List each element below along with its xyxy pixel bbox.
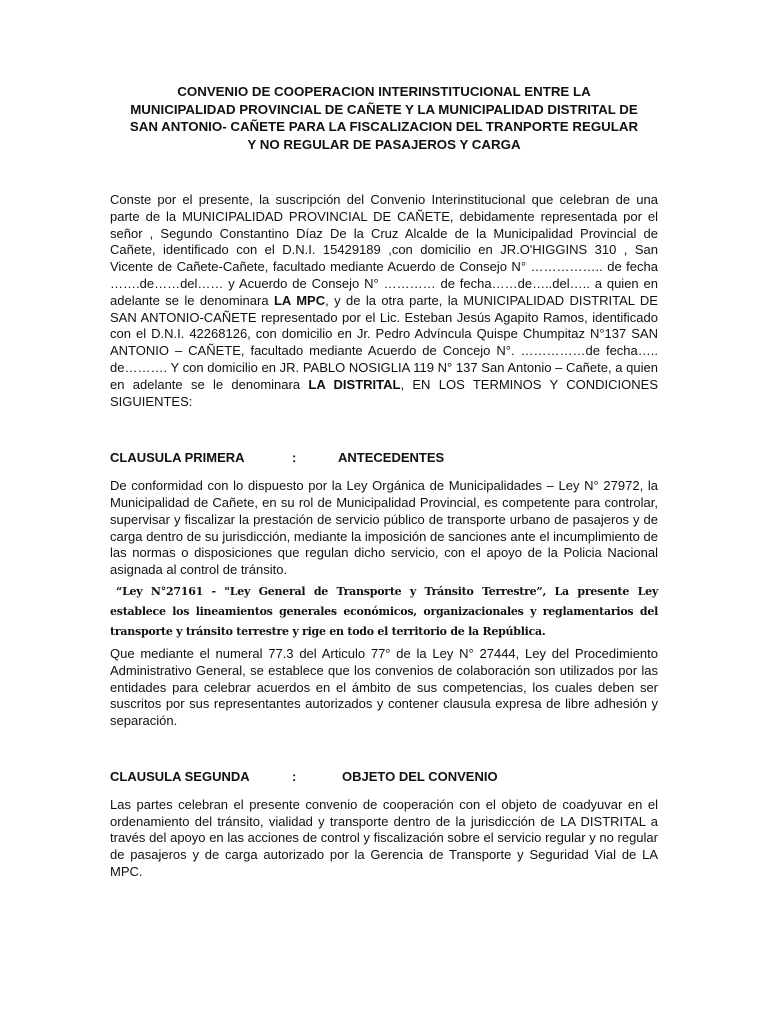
clause-label: CLAUSULA PRIMERA <box>110 450 245 466</box>
clause-1-heading <box>110 450 658 467</box>
title-line: CONVENIO DE COOPERACION INTERINSTITUCIONAL ENTRE LA <box>177 84 591 99</box>
clause-title: ANTECEDENTES <box>338 450 445 466</box>
law-quote: “Ley N°27161 - "Ley General de Transporte y Tránsito Terrestre”, La presente Ley establece los lineamientos generales económicos, organizacionales y reglamentarios del transporte y tránsito terrestre y rige en todo el territorio de la República. <box>110 584 658 638</box>
title-line: Y NO REGULAR DE PASAJEROS Y CARGA <box>247 136 521 152</box>
clause-1-paragraph: Que mediante el numeral 77.3 del Articulo 77° de la Ley N° 27444, Ley del Procedimiento Administrativo General, se establece que los convenios de colaboración son utilizados por las entidades para celebrar acuerdos en el ámbito de sus competencias, los cuales deben ser suscritos por sus representantes autorizados y contener clausula expresa de libre adhesión y separación. <box>110 645 658 729</box>
clause-title: OBJETO DEL CONVENIO <box>342 768 498 784</box>
title-line: SAN ANTONIO- CAÑETE PARA LA FISCALIZACION DEL TRANPORTE REGULAR <box>129 119 639 134</box>
intro-paragraph <box>110 192 658 410</box>
clause-2-paragraph: Las partes celebran el presente convenio de cooperación con el objeto de coadyuvar en el ordenamiento del tránsito, vialidad y transporte dentro de la jurisdicción de LA DISTRITAL a través del apoyo en las acciones de control y fiscalización sobre el servicio regular y no regular de pasajeros y de carga autorizado por la Gerencia de Transporte y Seguridad Vial de LA MPC. <box>110 796 658 879</box>
intro-text: Conste por el presente, la suscripción del Convenio Interinstitucional que celebran de una parte de la MUNICIPALIDAD PROVINCIAL DE CAÑETE, debidamente representada por el señor , Segundo Constantino Díaz De la Cruz Alcalde de la Municipalidad Provincial de Cañete, identificado con el D.N.I. 15429189 ,con domicilio en JR.O'HIGGINS 310 , San Vicente de Cañete-Cañete, facultado mediante Acuerdo de Consejo N° …………….. de fecha …….de……del…… y Acuerdo de Consejo N° ………… de fecha……de…..del….. a quien en adelante se le denominara <box>110 192 658 308</box>
document-title <box>110 83 658 153</box>
clause-separator: : <box>292 768 297 784</box>
clause-label: CLAUSULA SEGUNDA <box>110 768 250 784</box>
intro-text: , y de la otra parte, la MUNICIPALIDAD DISTRITAL DE SAN ANTONIO-CAÑETE representado por el Lic. Esteban Jesús Agapito Ramos, identificado con el D.N.I. 42268126, con domicilio en Jr. Pedro Advíncula Quispe Chumpitaz N°137 SAN ANTONIO – CAÑETE, facultado mediante Acuerdo de Concejo N°. ……………de fecha….. de………. Y con domicilio en JR. PABLO NOSIGLIA 119 N° 137 San Antonio – Cañete, a quien en adelante se le denominara <box>110 292 658 392</box>
clause-2-heading <box>110 769 658 786</box>
document-page <box>110 83 658 881</box>
party-name-distrital: LA DISTRITAL <box>308 376 401 392</box>
clause-separator: : <box>292 450 297 466</box>
clause-1-paragraph: De conformidad con lo dispuesto por la Ley Orgánica de Municipalidades – Ley N° 27972, la Municipalidad de Cañete, en su rol de Municipalidad Provincial, es competente para controlar, supervisar y fiscalizar la prestación de servicio público de transporte urbano de pasajeros y de carga dentro de su jurisdicción, mediante la imposición de sanciones ante el incumplimiento de las normas o disposiciones que regulan dicho servicio, con el apoyo de la Policia Nacional asignada al control de tránsito. <box>110 478 658 578</box>
party-name-mpc: LA MPC <box>273 292 326 308</box>
intro-text: , EN LOS TERMINOS Y CONDICIONES SIGUIENTES: <box>110 376 658 409</box>
title-line: MUNICIPALIDAD PROVINCIAL DE CAÑETE Y LA MUNICIPALIDAD DISTRITAL DE <box>130 101 638 117</box>
